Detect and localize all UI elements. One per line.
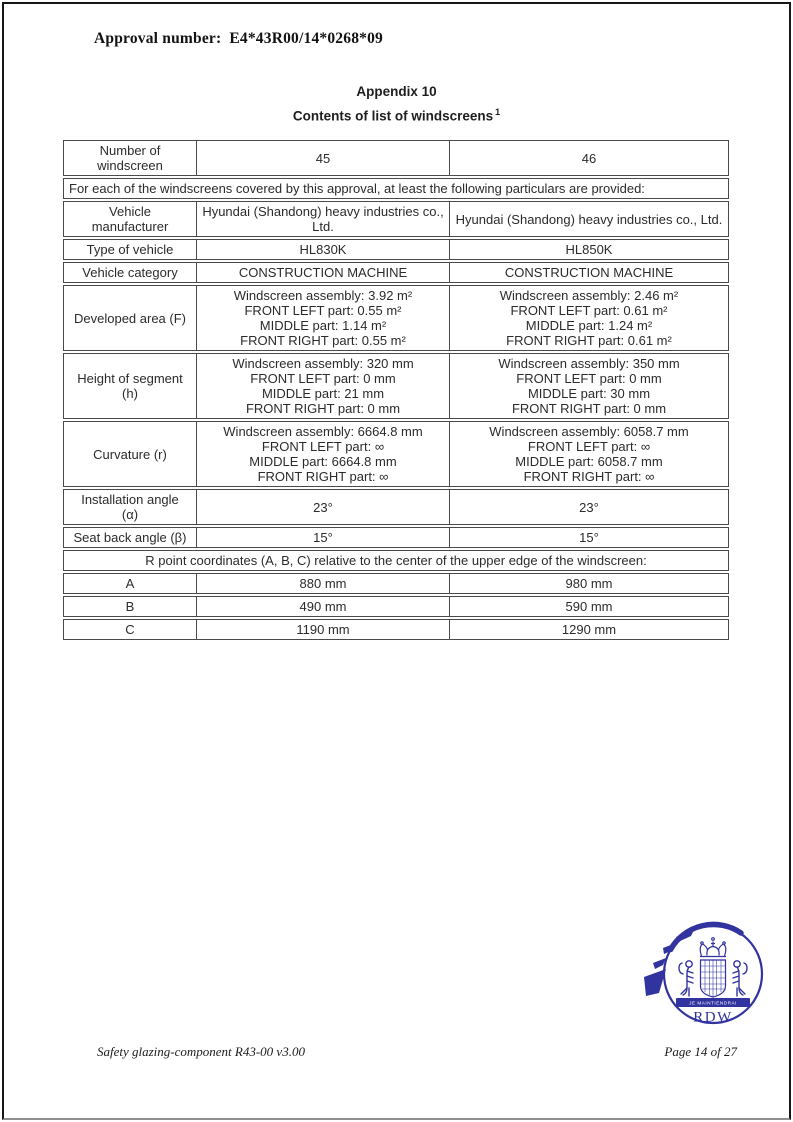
windscreen-45-value: Windscreen assembly: 320 mm FRONT LEFT part: 0 mm MIDDLE part: 21 mm FRONT RIGHT part: 0 mm <box>197 354 450 418</box>
windscreen-46-value: Windscreen assembly: 350 mm FRONT LEFT part: 0 mm MIDDLE part: 30 mm FRONT RIGHT part: 0 mm <box>498 356 680 416</box>
windscreen-46-value: 23° <box>579 499 599 515</box>
approval-number-value: E4*43R00/14*0268*09 <box>229 30 383 47</box>
row-height-of-segment <box>63 353 729 419</box>
row-label: Installation angle (α) <box>64 490 197 524</box>
row-label: Type of vehicle <box>64 240 197 259</box>
windscreen-46-value: HL850K <box>565 242 613 257</box>
row-coordinate-a <box>63 573 729 594</box>
footer-document-reference: Safety glazing-component R43-00 v3.00 <box>97 1044 305 1059</box>
motto-text: JE MAINTIENDRAI <box>689 1000 737 1006</box>
row-r-point-coordinates-note <box>63 550 729 571</box>
windscreen-45-value: 880 mm <box>197 574 450 593</box>
subtitle-footnote-marker: 1 <box>495 107 501 117</box>
windscreen-46-value: Windscreen assembly: 6058.7 mm FRONT LEFT part: ∞ MIDDLE part: 6058.7 mm FRONT RIGHT part: ∞ <box>489 424 689 484</box>
windscreen-46-value: Windscreen assembly: 2.46 m² FRONT LEFT part: 0.61 m² MIDDLE part: 1.24 m² FRONT RIGHT part: 0.61 m² <box>499 288 679 348</box>
row-seat-back-angle <box>63 527 729 548</box>
windscreen-45-value: Hyundai (Shandong) heavy industries co., Ltd. <box>197 202 450 236</box>
approval-number-label: Approval number: <box>94 30 222 47</box>
windscreen-45-value: 23° <box>197 490 450 524</box>
row-label: Vehicle category <box>64 263 197 282</box>
row-label: Developed area (F) <box>64 286 197 350</box>
windscreen-46-value: 46 <box>581 150 597 166</box>
rdw-stamp-logo-icon <box>630 903 770 1035</box>
appendix-title: Appendix 10 <box>356 84 437 99</box>
windscreen-45-value: Windscreen assembly: 3.92 m² FRONT LEFT part: 0.55 m² MIDDLE part: 1.14 m² FRONT RIGHT part: 0.55 m² <box>197 286 450 350</box>
windscreen-46-value: 15° <box>579 530 599 545</box>
row-curvature <box>63 421 729 487</box>
windscreen-45-value: 490 mm <box>197 597 450 616</box>
lion-supporter-right-icon <box>733 961 747 996</box>
particulars-note-text: For each of the windscreens covered by this approval, at least the following particulars are provided: <box>69 181 645 196</box>
row-label: A <box>64 574 197 593</box>
r-point-note-text: R point coordinates (A, B, C) relative to the center of the upper edge of the windscreen: <box>145 553 647 568</box>
windscreen-table <box>63 140 729 642</box>
rdw-wordmark: RDW <box>693 1009 733 1026</box>
windscreen-45-value: 1190 mm <box>197 620 450 639</box>
windscreen-46-value: Hyundai (Shandong) heavy industries co., Ltd. <box>455 211 723 227</box>
row-label: Seat back angle (β) <box>64 528 197 547</box>
row-type-of-vehicle <box>63 239 729 260</box>
row-particulars-note <box>63 178 729 199</box>
footer-page-number: Page 14 of 27 <box>664 1044 737 1059</box>
document-subtitle <box>0 107 793 124</box>
windscreen-45-value: HL830K <box>197 240 450 259</box>
row-label: Curvature (r) <box>64 422 197 486</box>
windscreen-46-value: 590 mm <box>565 599 613 614</box>
coat-of-arms-shield <box>701 960 726 997</box>
row-vehicle-manufacturer <box>63 201 729 237</box>
row-coordinate-c <box>63 619 729 640</box>
crown-icon <box>700 938 726 960</box>
row-number-of-windscreen <box>63 140 729 176</box>
windscreen-45-value: Windscreen assembly: 6664.8 mm FRONT LEFT part: ∞ MIDDLE part: 6664.8 mm FRONT RIGHT part: ∞ <box>197 422 450 486</box>
windscreen-46-value: CONSTRUCTION MACHINE <box>504 265 674 280</box>
subtitle-text: Contents of list of windscreens <box>292 108 494 124</box>
row-coordinate-b <box>63 596 729 617</box>
row-label: B <box>64 597 197 616</box>
windscreen-45-value: 15° <box>197 528 450 547</box>
windscreen-45-value: 45 <box>197 141 450 175</box>
row-installation-angle <box>63 489 729 525</box>
row-label: C <box>64 620 197 639</box>
windscreen-46-value: 1290 mm <box>561 622 617 637</box>
row-label: Height of segment (h) <box>64 354 197 418</box>
windscreen-45-value: CONSTRUCTION MACHINE <box>197 263 450 282</box>
row-vehicle-category <box>63 262 729 283</box>
lion-supporter-left-icon <box>679 961 693 996</box>
row-developed-area <box>63 285 729 351</box>
approval-number-line <box>94 30 383 48</box>
row-label: Vehicle manufacturer <box>64 202 197 236</box>
row-label: Number of windscreen <box>64 141 197 175</box>
windscreen-46-value: 980 mm <box>565 576 613 591</box>
